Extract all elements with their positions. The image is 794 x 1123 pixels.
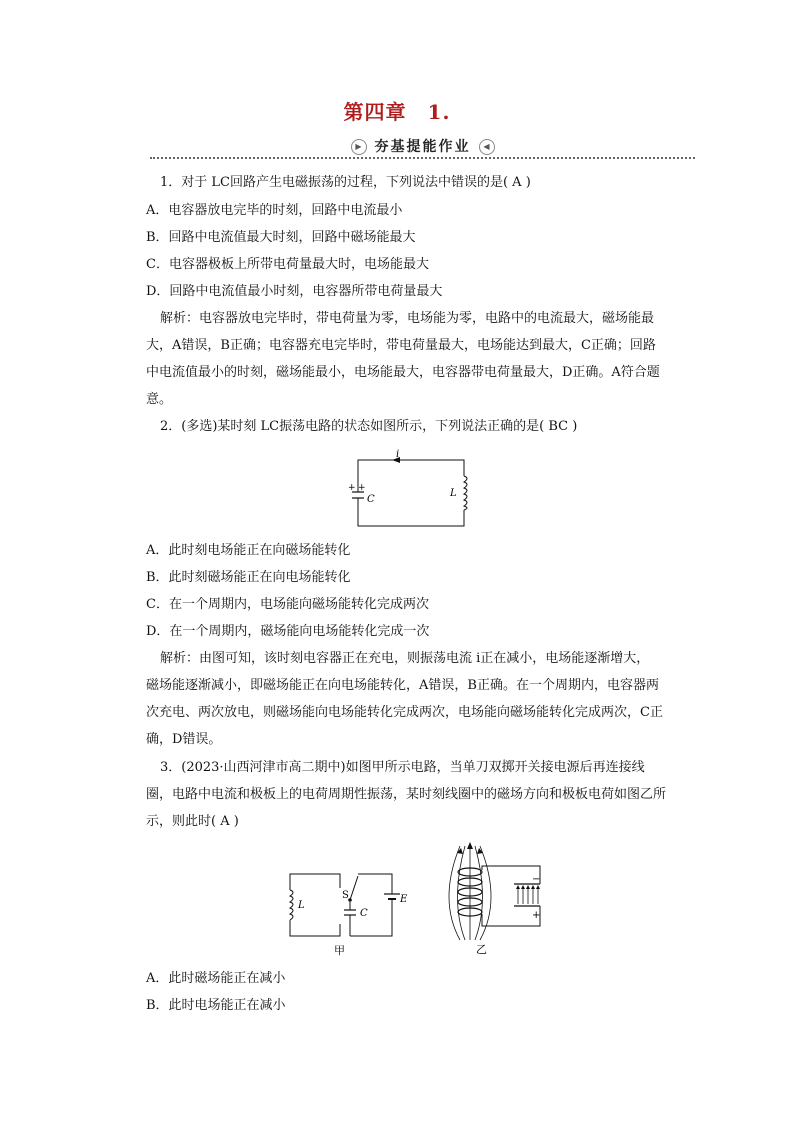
q1-analysis-line: 解析：电容器放电完毕时，带电荷量为零，电场能为零，电路中的电流最大，磁场能最: [160, 311, 655, 326]
field-arrow-icon: [467, 842, 473, 849]
q2-analysis-line: 确，D错误。: [146, 732, 222, 747]
q1-analysis-line: 中电流值最小的时刻，磁场能最小，电场能最大，电容器带电荷量最大，D正确。A符合题: [146, 365, 660, 380]
plate-plus-sign: +: [532, 910, 541, 921]
current-label: i: [396, 449, 400, 460]
q1-analysis-line: 大，A错误，B正确；电容器充电完毕时，带电荷量最大，电场能达到最大，C正确；回路: [146, 338, 656, 353]
figure-caption: 乙: [476, 943, 487, 956]
inductor-label: L: [450, 488, 457, 499]
q2-lc-circuit-figure: [338, 448, 478, 533]
capacitor-label: C: [360, 908, 368, 919]
q2-stem: 2．(多选)某时刻 LC振荡电路的状态如图所示，下列说法正确的是( BC ): [160, 419, 578, 434]
q2-analysis-line: 解析：由图可知，该时刻电容器正在充电，则振荡电流 i正在减小，电场能逐渐增大，: [160, 651, 650, 666]
inductor-coil: [464, 476, 467, 510]
q1-option-a: A．电容器放电完毕的时刻，回路中电流最小: [146, 203, 403, 218]
q1-stem: 1．对于 LC回路产生电磁振荡的过程，下列说法中错误的是( A ): [160, 175, 531, 190]
section-banner: [150, 136, 695, 160]
q1-option-d: D．回路中电流值最小时刻，电容器所带电荷量最大: [146, 284, 443, 299]
banner-dotted-line: [150, 157, 695, 159]
figure-caption: 甲: [334, 944, 345, 957]
q3-stem-line: 圈，电路中电流和极板上的电荷周期性振荡，某时刻线圈中的磁场方向和极板电荷如图乙所: [146, 787, 667, 802]
right-triangle-icon: ▶: [351, 139, 367, 155]
q3-stem-line: 示，则此时( A ): [146, 814, 239, 829]
capacitor-plus-sign: +: [348, 483, 356, 493]
banner-label: 夯基提能作业: [374, 139, 471, 155]
q2-option-b: B．此时刻磁场能正在向电场能转化: [146, 570, 351, 585]
plate-minus-sign: −: [532, 874, 541, 885]
q3-option-b: B．此时电场能正在减小: [146, 998, 286, 1013]
q2-analysis-line: 磁场能逐渐减小，即磁场能正在向电场能转化，A错误，B正确。在一个周期内，电容器两: [146, 678, 659, 693]
q2-option-d: D．在一个周期内，磁场能向电场能转化完成一次: [146, 624, 430, 639]
switch-label: S: [342, 890, 349, 901]
q2-analysis-line: 次充电、两次放电，则磁场能向电场能转化完成两次，电场能向磁场能转化完成两次，C正: [146, 705, 663, 720]
battery-label: E: [400, 894, 408, 905]
inductor-label: L: [298, 900, 305, 911]
q3-figure-yi: [428, 840, 558, 958]
q3-option-a: A．此时磁场能正在减小: [146, 971, 286, 986]
capacitor-label: C: [367, 494, 375, 505]
q1-option-b: B．回路中电流值最大时刻，回路中磁场能最大: [146, 230, 416, 245]
left-triangle-icon: ◀: [479, 139, 495, 155]
q3-figure-jia: [280, 862, 415, 957]
q1-analysis-line: 意。: [146, 392, 173, 407]
capacitor-plus-sign: +: [358, 483, 366, 493]
chapter-title: 第四章 1.: [343, 100, 451, 124]
q3-stem-line: 3．(2023·山西河津市高二期中)如图甲所示电路，当单刀双掷开关接电源后再连接线: [160, 760, 645, 775]
q1-option-c: C．电容器极板上所带电荷量最大时，电场能最大: [146, 257, 429, 272]
q2-option-a: A．此时刻电场能正在向磁场能转化: [146, 543, 351, 558]
q2-option-c: C．在一个周期内，电场能向磁场能转化完成两次: [146, 597, 429, 612]
inductor-coil: [290, 890, 293, 920]
